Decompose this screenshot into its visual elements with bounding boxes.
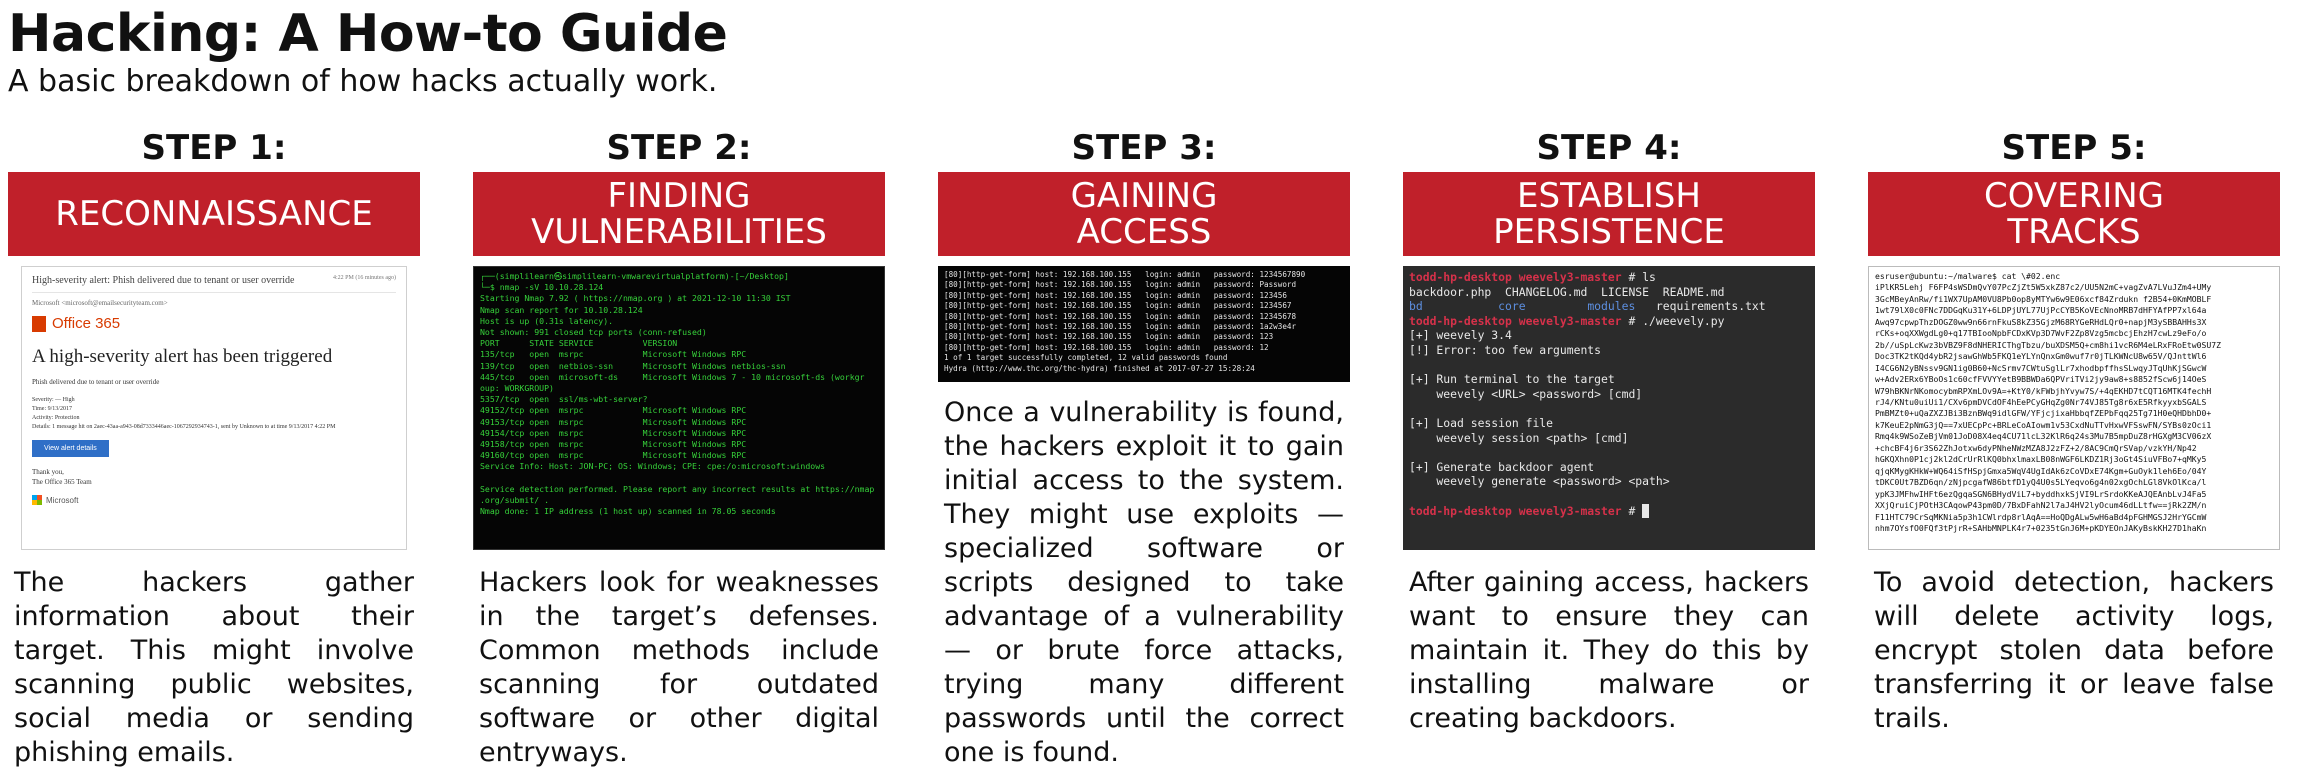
email-time-line: Time: 9/13/2017 xyxy=(32,406,72,412)
weevely-output: [+] weevely 3.4 [!] Error: too few arguments [+] Run terminal to the target weevely <URL> <password> [cmd] [+] Load session file weevely session <path> [cmd] [+] Generate backdoor agent weevely generate <password> <path> xyxy=(1409,328,1670,489)
step-description: Hackers look for weaknesses in the target’s defenses. Common methods include scanning for outdated software or other digital entryways. xyxy=(479,567,879,768)
step-label: STEP 1: xyxy=(141,128,287,168)
email-subject-bar xyxy=(32,273,396,293)
prompt-host: todd-hp-desktop xyxy=(1409,313,1512,328)
terminal-output: esruser@ubuntu:~/malware$ cat \#02.enc iPlKR5Lehj F6FP4sWSDmQvY07PcZjZt5W5xkZ87c2/UU5N2mC+vagZvA7LVuJZm4+UMy 3GcMBeyAnRw/fi1WX7UpAM0VU8Pb0op8yMTYw6w9E06xcf84Zrdukn f2B54+0KmMOBLF 1wt79lX0c0FNc7DDGqKu31Y+6LDPjUYL77UjPcCYB5KoVEcNnoMRB7dHFYAfPP7xl64a Awq97cpwpThzDOGZ0ww9n66rnFkuS8kZ35GjzM68RYGeRHdLQr0+napjM3ySBBAHHs3X rCKs+oqXXWgdLg0+q17TBIooNpbFCDxKVp3D7WvF2Zp8Vzg5mcbcjEhzH7cwLz9eFo/o 2b//uSpLcKwz3bVBZ9F8dNHERICThgTbzu/buXDSM5Q+cm8hi1vcR6M4eLRxFRoEtw0SU7Z Doc3TK2tKQd4ybR2jsawGhWb5FKQ1eYLYnQnxGm0wuf7r0jTLKWNcU8w65V/QJnttWl6 I4CG6N2yBNssv9GN1ig0B60+NcSrmv7CWtuSglLr7xhodbpffhsSLwqyJTqUhKjSGwcW w+Adv2ERx6YBoOs1c60cfFVVYYetB9BBWDa6QPVriTVi2jy9aw8+s8852fScw6j14OeS W79hBKNrNKomocybmRPXmLOv9A=+KtY0/kFWbjhYvyw7S/+4qEKHD7tCQT16MTK4fechH rJ4/KNtu0uiUi1/CXv6pmDVCdOF4hEePCyGHqZg0Nr74VJ85Tg8r6xE5RfkyyxbSGALS PmBMZt0+uQaZXZJBi3BznBWq9idlGFW/YFjcjixaHbbqfZEPbFqq25Tg71H0eQHDbhD0+ k7KeuE2pNmG3jQ==7xUECpPc+BRLeCoAIowm1v53CxdNuTTvHxwVFSswFN/SYBs0zOci1 Rmq4k9WSoZeBjVm01JoD08X4eq4CU71lcL32KlR6q24s3Mu7B5mpDuZ8rHGXgM3CV06zX +chcBF4j6r3S62ZhJotxw6dyPNheNWzMZA8J2zFZ+2/8AC9CmQrSVap/vzkYH/Np42 hGKQXhn0P1cj2kl2dCrUrRlKQ0bhxlmaxLB08nWGF6LKDZ1Rj3oGt4SiuVFBo7+qMKy5 qjqKMygKHkW+WQ64iSfHSpjGmxa5WqV4UgIdAk6zCoVDxE74Kgm+GuOyk1leh6Eo/04Y tDKC0Ut7BZD6qn/zNjpcgafW86btfD1yQ4U0s5LYeqvo6g4n02xgOchLGl8VkOlKca/l ypK3JMFhwIHFt6ezQgqaSGN6BHydViL7+byddhxkSjVI9LrSrdoKKeAJQEAnbLvJ4Fa5 XXjQruiCjPOtH3CAqowP43pm0D/7BxDFahN2l7aJ4HV2lyOcum46dLLtfw==jRk2ZM/n F11HTC79CrSqMKNia5p3h1CWlrdp8rlAqA==HoQDgALw5wH6aBd4pFGHMGSJ2HrYGCmW nhm7OYsfO0FQf3tPjrR+SAHbMNPLK4r7+0235tGnJ6M+pKDYEOnJAKyBskKH27D1haKn xyxy=(1875,271,2221,533)
email-activity: Activity: Protection xyxy=(32,415,80,421)
step-column xyxy=(938,124,1350,768)
step-column xyxy=(8,124,420,768)
step-label: STEP 3: xyxy=(1071,128,1217,168)
terminal-output: todd-hp-desktop weevely3-master # ls backdoor.php CHANGELOG.md LICENSE README.md bd core modules requirements.txt todd-hp-desktop weevely3-master # ./weevely.py [+] weevely 3.4 [!] Error: too few arguments [+] Run terminal to the target weevely <URL> <password> [cmd] [+] Load session file weevely session <path> [cmd] [+] Generate backdoor agent weevely generate <password> <path> todd-hp-desktop weevely3-master # xyxy=(1409,270,1766,518)
email-time: 4:22 PM (16 minutes ago) xyxy=(333,275,396,281)
prompt-dir: weevely3-master xyxy=(1518,313,1622,328)
step-label: STEP 5: xyxy=(2001,128,2147,168)
nmap-terminal-screenshot xyxy=(473,266,885,550)
step-label: STEP 2: xyxy=(606,128,752,168)
email-thanks: Thank you, xyxy=(32,468,64,476)
step-description: To avoid detection, hackers will delete activity logs, encrypt stolen data before transferring it or leave false trails. xyxy=(1874,567,2274,734)
weevely-terminal-screenshot xyxy=(1403,266,1815,550)
email-subject: High-severity alert: Phish delivered due to tenant or user override xyxy=(32,275,295,286)
email-signoff xyxy=(32,467,396,487)
email-details: Details: 1 message hit on 2aec-43aa-a943-08d7333446aec-1067292934743-1, sent by Unknown to at time 9/13/2017 4:22 PM xyxy=(32,424,336,430)
hydra-terminal-screenshot xyxy=(938,266,1350,382)
email-severity: Severity: — High xyxy=(32,397,75,403)
phishing-email-screenshot xyxy=(21,266,407,550)
step-banner: GAINING ACCESS xyxy=(938,172,1350,256)
microsoft-brand: Microsoft xyxy=(46,495,79,505)
prompt-dir: weevely3-master xyxy=(1518,503,1622,518)
dir-entry: core xyxy=(1498,299,1526,314)
prompt-dir: weevely3-master xyxy=(1518,270,1622,284)
email-details-block xyxy=(32,396,396,432)
view-alert-details-button[interactable]: View alert details xyxy=(32,440,109,457)
prompt-host: todd-hp-desktop xyxy=(1409,503,1512,518)
file-entry: requirements.txt xyxy=(1655,299,1766,314)
step-label: STEP 4: xyxy=(1536,128,1682,168)
step-banner: RECONNAISSANCE xyxy=(8,172,420,256)
office-brand: Office 365 xyxy=(52,315,121,332)
encrypted-file-terminal-screenshot xyxy=(1868,266,2280,550)
step-banner: ESTABLISH PERSISTENCE xyxy=(1403,172,1815,256)
office-logo xyxy=(32,315,396,332)
microsoft-icon xyxy=(32,495,42,505)
file-list: backdoor.php CHANGELOG.md LICENSE README.md xyxy=(1409,284,1725,299)
step-column xyxy=(473,124,885,768)
email-heading: A high-severity alert has been triggered xyxy=(32,346,333,367)
office-icon xyxy=(32,316,46,332)
cursor xyxy=(1642,504,1649,518)
microsoft-logo xyxy=(32,495,396,505)
step-description: After gaining access, hackers want to ensure they can maintain it. They do this by installing malware or creating backdoors. xyxy=(1409,567,1809,734)
email-intro: Phish delivered due to tenant or user override xyxy=(32,378,160,386)
page-subtitle: A basic breakdown of how hacks actually work. xyxy=(8,64,718,99)
page-title: Hacking: A How-to Guide xyxy=(8,4,728,64)
command: ls xyxy=(1642,270,1656,284)
step-banner: COVERING TRACKS xyxy=(1868,172,2280,256)
step-column xyxy=(1403,124,1815,756)
step-description: The hackers gather information about their target. This might involve scanning public websites, social media or sending phishing emails. xyxy=(14,567,414,768)
dir-entry: bd xyxy=(1409,299,1423,314)
email-sender: Microsoft <microsoft@emailsecurityteam.com> xyxy=(32,299,168,307)
step-banner: FINDING VULNERABILITIES xyxy=(473,172,885,256)
dir-entry: modules xyxy=(1587,299,1636,314)
terminal-output: [80][http-get-form] host: 192.168.100.155 login: admin password: 1234567890 [80][http-get-form] host: 192.168.100.155 login: admin password: Password [80][http-get-form] host: 192.168.100.155 login: admin password: 123456 [80][http-get-form] host: 192.168.100.155 login: admin password: 1234567 [80][http-get-form] host: 192.168.100.155 login: admin password: 12345678 [80][http-get-form] host: 192.168.100.155 login: admin password: 1a2w3e4r [80][http-get-form] host: 192.168.100.155 login: admin password: 123 [80][http-get-form] host: 192.168.100.155 login: admin password: 12 1 of 1 target successfully completed, 12 valid passwords found Hydra (http://www.thc.org/thc-hydra) finished at 2017-07-27 15:28:24 xyxy=(944,270,1306,373)
prompt-host: todd-hp-desktop xyxy=(1409,270,1512,284)
step-description: Once a vulnerability is found, the hackers exploit it to gain initial access to the system. They might use exploits — specialized software or scripts designed to take advantage of a vulnerability — or brute force attacks, trying many different passwords until the correct one is found. xyxy=(944,397,1344,768)
email-team: The Office 365 Team xyxy=(32,478,92,486)
command: ./weevely.py xyxy=(1642,313,1725,328)
terminal-output: ┌──(simplilearn㉿simplilearn-vmwarevirtualplatform)-[~/Desktop] └─$ nmap -sV 10.10.28.124 Starting Nmap 7.92 ( https://nmap.org ) at 2021-12-10 11:30 IST Nmap scan report for 10.10.28.124 Host is up (0.31s latency). Not shown: 991 closed tcp ports (conn-refused) PORT STATE SERVICE VERSION 135/tcp open msrpc Microsoft Windows RPC 139/tcp open netbios-ssn Microsoft Windows netbios-ssn 445/tcp open microsoft-ds Microsoft Windows 7 - 10 microsoft-ds (workgr oup: WORKGROUP) 5357/tcp open ssl/ms-wbt-server? 49152/tcp open msrpc Microsoft Windows RPC 49153/tcp open msrpc Microsoft Windows RPC 49154/tcp open msrpc Microsoft Windows RPC 49158/tcp open msrpc Microsoft Windows RPC 49160/tcp open msrpc Microsoft Windows RPC Service Info: Host: JON-PC; OS: Windows; CPE: cpe:/o:microsoft:windows Service detection performed. Please report any incorrect results at https://nmap .org/submit/ . Nmap done: 1 IP address (1 host up) scanned in 78.05 seconds xyxy=(480,271,875,517)
step-column xyxy=(1868,124,2280,756)
